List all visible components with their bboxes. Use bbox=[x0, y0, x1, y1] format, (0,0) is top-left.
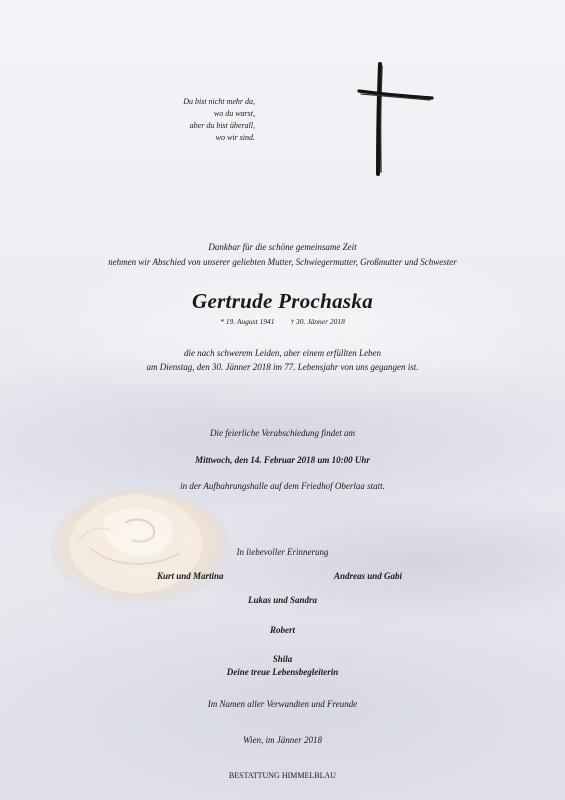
place-date: Wien, im Jänner 2018 bbox=[243, 735, 322, 745]
passing-line-1: die nach schwerem Leiden, aber einem erfüllten Leben bbox=[183, 348, 382, 358]
ceremony-intro: Die feierliche Verabschiedung findet am bbox=[210, 428, 355, 438]
life-dates bbox=[0, 317, 565, 326]
mourners-intro: In liebevoller Erinnerung bbox=[236, 547, 329, 557]
quote-line: wo wir sind. bbox=[215, 133, 255, 142]
mourner-companion: Deine treue Lebensbegleiterin bbox=[226, 667, 339, 677]
mourner-left: Kurt und Martina bbox=[157, 571, 224, 581]
passing-line-2: am Dienstag, den 30. Jänner 2018 im 77. Lebensjahr von uns gegangen ist. bbox=[146, 362, 419, 372]
deceased-name: Gertrude Prochaska bbox=[192, 289, 373, 313]
mourner-robert: Robert bbox=[269, 625, 295, 635]
quote-line: Du bist nicht mehr da, bbox=[183, 97, 255, 106]
ceremony-datetime: Mittwoch, den 14. Februar 2018 um 10:00 Uhr bbox=[195, 455, 370, 465]
cross-icon bbox=[356, 60, 436, 178]
memorial-quote bbox=[95, 96, 255, 144]
death-date: † 30. Jänner 2018 bbox=[290, 317, 345, 326]
ceremony-place: in der Aufbahrungshalle auf dem Friedhof Oberlaa statt. bbox=[180, 481, 385, 491]
relatives-line: Im Namen aller Verwandten und Freunde bbox=[207, 699, 358, 709]
birth-date: * 19. August 1941 bbox=[220, 317, 275, 326]
mourner-grandchildren: Lukas und Sandra bbox=[247, 595, 318, 605]
mourner-shila: Shila bbox=[272, 654, 293, 664]
intro-line-2: nehmen wir Abschied von unserer geliebten Mutter, Schwiegermutter, Großmutter und Schwester bbox=[108, 257, 457, 267]
rose-image bbox=[30, 478, 230, 608]
intro-line-1: Dankbar für die schöne gemeinsame Zeit bbox=[208, 242, 357, 252]
mourner-right: Andreas und Gabi bbox=[334, 571, 403, 581]
quote-line: aber du bist überall, bbox=[189, 121, 255, 130]
undertaker-name: BESTATTUNG HIMMELBLAU bbox=[228, 771, 337, 780]
quote-line: wo du warst, bbox=[213, 109, 255, 118]
